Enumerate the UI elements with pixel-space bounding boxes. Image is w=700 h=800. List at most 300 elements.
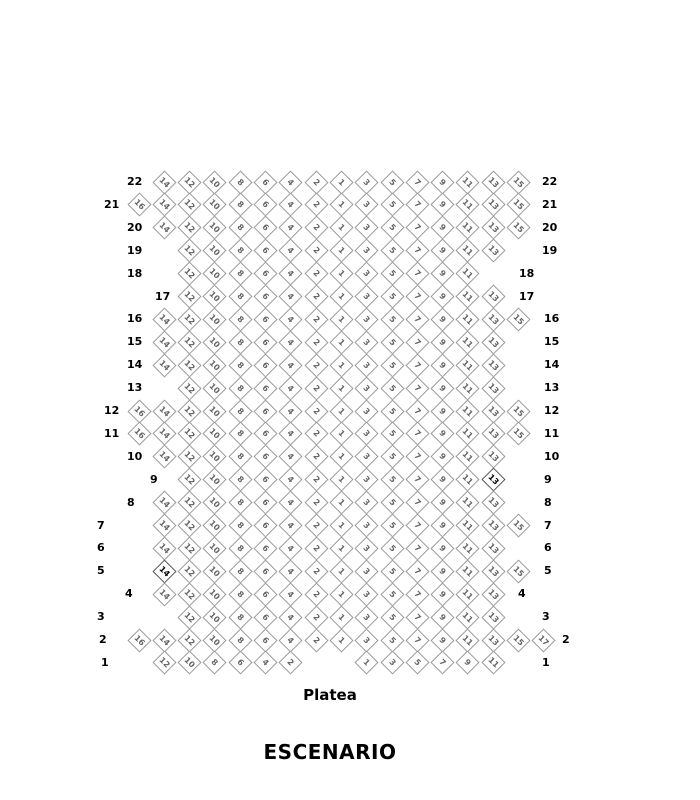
seat-row5-9[interactable]: 9 [431,559,455,583]
seat-row11-9[interactable]: 9 [431,422,455,446]
seat-row16-4[interactable]: 4 [279,307,303,331]
seat-row10-5[interactable]: 5 [380,445,404,469]
seat-row22-10[interactable]: 10 [203,170,227,194]
seat-row14-4[interactable]: 4 [279,353,303,377]
seat-row7-15[interactable]: 15 [506,513,530,537]
seat-row7-5[interactable]: 5 [380,513,404,537]
seat-row22-6[interactable]: 6 [253,170,277,194]
seat-row12-8[interactable]: 8 [228,399,252,423]
seat-row17-12[interactable]: 12 [178,284,202,308]
seat-row8-9[interactable]: 9 [431,491,455,515]
seat-row8-10[interactable]: 10 [203,491,227,515]
seat-row3-13[interactable]: 13 [481,605,505,629]
seat-row6-8[interactable]: 8 [228,536,252,560]
seat-row13-9[interactable]: 9 [431,376,455,400]
seat-row3-8[interactable]: 8 [228,605,252,629]
seat-row6-5[interactable]: 5 [380,536,404,560]
seat-row5-5[interactable]: 5 [380,559,404,583]
seat-row20-9[interactable]: 9 [431,216,455,240]
seat-row4-10[interactable]: 10 [203,582,227,606]
seat-row13-6[interactable]: 6 [253,376,277,400]
seat-row12-1[interactable]: 1 [329,399,353,423]
seat-row17-5[interactable]: 5 [380,284,404,308]
seat-row13-1[interactable]: 1 [329,376,353,400]
seat-row14-13[interactable]: 13 [481,353,505,377]
seat-row22-1[interactable]: 1 [329,170,353,194]
seat-row13-3[interactable]: 3 [355,376,379,400]
seat-row14-2[interactable]: 2 [304,353,328,377]
seat-row18-4[interactable]: 4 [279,262,303,286]
seat-row11-3[interactable]: 3 [355,422,379,446]
seat-row18-1[interactable]: 1 [329,262,353,286]
seat-row8-13[interactable]: 13 [481,491,505,515]
seat-row21-16[interactable]: 16 [127,193,151,217]
seat-row11-15[interactable]: 15 [506,422,530,446]
seat-row12-6[interactable]: 6 [253,399,277,423]
seat-row10-10[interactable]: 10 [203,445,227,469]
seat-row16-9[interactable]: 9 [431,307,455,331]
seat-row16-13[interactable]: 13 [481,307,505,331]
seat-row7-10[interactable]: 10 [203,513,227,537]
seat-row5-3[interactable]: 3 [355,559,379,583]
seat-row1-2[interactable]: 2 [279,651,303,675]
seat-row4-8[interactable]: 8 [228,582,252,606]
seat-row2-14[interactable]: 14 [152,628,176,652]
seat-row2-9[interactable]: 9 [431,628,455,652]
seat-row6-4[interactable]: 4 [279,536,303,560]
seat-row12-10[interactable]: 10 [203,399,227,423]
seat-row13-5[interactable]: 5 [380,376,404,400]
seat-row18-3[interactable]: 3 [355,262,379,286]
seat-row8-14[interactable]: 14 [152,491,176,515]
seat-row5-2[interactable]: 2 [304,559,328,583]
seat-row4-1[interactable]: 1 [329,582,353,606]
seat-row15-1[interactable]: 1 [329,330,353,354]
seat-row21-5[interactable]: 5 [380,193,404,217]
seat-row6-12[interactable]: 12 [178,536,202,560]
seat-row7-9[interactable]: 9 [431,513,455,537]
seat-row11-1[interactable]: 1 [329,422,353,446]
seat-row19-13[interactable]: 13 [481,239,505,263]
seat-row17-13[interactable]: 13 [481,284,505,308]
seat-row6-14[interactable]: 14 [152,536,176,560]
seat-row3-12[interactable]: 12 [178,605,202,629]
seat-row21-3[interactable]: 3 [355,193,379,217]
seat-row1-5[interactable]: 5 [405,651,429,675]
seat-row10-13[interactable]: 13 [481,445,505,469]
seat-row12-5[interactable]: 5 [380,399,404,423]
seat-row2-11[interactable]: 11 [456,628,480,652]
seat-row10-2[interactable]: 2 [304,445,328,469]
seat-row19-4[interactable]: 4 [279,239,303,263]
seat-row12-11[interactable]: 11 [456,399,480,423]
seat-row17-11[interactable]: 11 [456,284,480,308]
seat-row17-6[interactable]: 6 [253,284,277,308]
seat-row9-2[interactable]: 2 [304,468,328,492]
seat-row1-10[interactable]: 10 [178,651,202,675]
seat-row10-7[interactable]: 7 [405,445,429,469]
seat-row20-14[interactable]: 14 [152,216,176,240]
seat-row16-7[interactable]: 7 [405,307,429,331]
seat-row12-4[interactable]: 4 [279,399,303,423]
seat-row13-7[interactable]: 7 [405,376,429,400]
seat-row2-12[interactable]: 12 [178,628,202,652]
seat-row16-2[interactable]: 2 [304,307,328,331]
seat-row15-14[interactable]: 14 [152,330,176,354]
seat-row2-2[interactable]: 2 [304,628,328,652]
seat-row21-7[interactable]: 7 [405,193,429,217]
seat-row22-2[interactable]: 2 [304,170,328,194]
seat-row8-2[interactable]: 2 [304,491,328,515]
seat-row8-12[interactable]: 12 [178,491,202,515]
seat-row15-12[interactable]: 12 [178,330,202,354]
seat-row5-6[interactable]: 6 [253,559,277,583]
seat-row11-13[interactable]: 13 [481,422,505,446]
seat-row3-3[interactable]: 3 [355,605,379,629]
seat-row15-2[interactable]: 2 [304,330,328,354]
seat-row7-13[interactable]: 13 [481,513,505,537]
seat-row11-5[interactable]: 5 [380,422,404,446]
seat-row15-5[interactable]: 5 [380,330,404,354]
seat-row18-6[interactable]: 6 [253,262,277,286]
seat-row18-12[interactable]: 12 [178,262,202,286]
seat-row21-1[interactable]: 1 [329,193,353,217]
seat-row21-2[interactable]: 2 [304,193,328,217]
seat-row14-8[interactable]: 8 [228,353,252,377]
seat-row15-9[interactable]: 9 [431,330,455,354]
seat-row9-10[interactable]: 10 [203,468,227,492]
seat-row9-1[interactable]: 1 [329,468,353,492]
seat-row7-11[interactable]: 11 [456,513,480,537]
seat-row14-5[interactable]: 5 [380,353,404,377]
seat-row16-3[interactable]: 3 [355,307,379,331]
seat-row19-12[interactable]: 12 [178,239,202,263]
seat-row21-8[interactable]: 8 [228,193,252,217]
seat-row20-8[interactable]: 8 [228,216,252,240]
seat-row4-2[interactable]: 2 [304,582,328,606]
seat-row3-7[interactable]: 7 [405,605,429,629]
seat-row3-11[interactable]: 11 [456,605,480,629]
seat-row13-10[interactable]: 10 [203,376,227,400]
seat-row8-3[interactable]: 3 [355,491,379,515]
seat-row17-3[interactable]: 3 [355,284,379,308]
seat-row6-2[interactable]: 2 [304,536,328,560]
seat-row4-14[interactable]: 14 [152,582,176,606]
seat-row2-16[interactable]: 16 [127,628,151,652]
seat-row15-11[interactable]: 11 [456,330,480,354]
seat-row20-4[interactable]: 4 [279,216,303,240]
seat-row19-6[interactable]: 6 [253,239,277,263]
seat-row22-4[interactable]: 4 [279,170,303,194]
seat-row12-3[interactable]: 3 [355,399,379,423]
seat-row22-13[interactable]: 13 [481,170,505,194]
seat-row21-13[interactable]: 13 [481,193,505,217]
seat-row21-10[interactable]: 10 [203,193,227,217]
seat-row9-7[interactable]: 7 [405,468,429,492]
seat-row11-12[interactable]: 12 [178,422,202,446]
seat-row5-7[interactable]: 7 [405,559,429,583]
seat-row21-4[interactable]: 4 [279,193,303,217]
seat-row19-2[interactable]: 2 [304,239,328,263]
seat-row9-5[interactable]: 5 [380,468,404,492]
seat-row1-11[interactable]: 11 [481,651,505,675]
seat-row5-14[interactable]: 14 [152,559,176,583]
seat-row20-15[interactable]: 15 [506,216,530,240]
seat-row7-7[interactable]: 7 [405,513,429,537]
seat-row21-14[interactable]: 14 [152,193,176,217]
seat-row9-13[interactable]: 13 [481,468,505,492]
seat-row14-14[interactable]: 14 [152,353,176,377]
seat-row7-12[interactable]: 12 [178,513,202,537]
seat-row5-4[interactable]: 4 [279,559,303,583]
seat-row20-6[interactable]: 6 [253,216,277,240]
seat-row11-8[interactable]: 8 [228,422,252,446]
seat-row3-6[interactable]: 6 [253,605,277,629]
seat-row8-6[interactable]: 6 [253,491,277,515]
seat-row12-16[interactable]: 16 [127,399,151,423]
seat-row20-5[interactable]: 5 [380,216,404,240]
seat-row11-6[interactable]: 6 [253,422,277,446]
seat-row2-3[interactable]: 3 [355,628,379,652]
seat-row9-6[interactable]: 6 [253,468,277,492]
seat-row18-10[interactable]: 10 [203,262,227,286]
seat-row1-9[interactable]: 9 [456,651,480,675]
seat-row11-4[interactable]: 4 [279,422,303,446]
seat-row15-4[interactable]: 4 [279,330,303,354]
seat-row1-7[interactable]: 7 [431,651,455,675]
seat-row9-9[interactable]: 9 [431,468,455,492]
seat-row16-5[interactable]: 5 [380,307,404,331]
seat-row4-11[interactable]: 11 [456,582,480,606]
seat-row15-6[interactable]: 6 [253,330,277,354]
seat-row10-8[interactable]: 8 [228,445,252,469]
seat-row22-5[interactable]: 5 [380,170,404,194]
seat-row6-6[interactable]: 6 [253,536,277,560]
seat-row12-2[interactable]: 2 [304,399,328,423]
seat-row18-5[interactable]: 5 [380,262,404,286]
seat-row17-1[interactable]: 1 [329,284,353,308]
seat-row3-4[interactable]: 4 [279,605,303,629]
seat-row19-11[interactable]: 11 [456,239,480,263]
seat-row10-14[interactable]: 14 [152,445,176,469]
seat-row21-6[interactable]: 6 [253,193,277,217]
seat-row4-12[interactable]: 12 [178,582,202,606]
seat-row16-1[interactable]: 1 [329,307,353,331]
seat-row8-8[interactable]: 8 [228,491,252,515]
seat-row8-11[interactable]: 11 [456,491,480,515]
seat-row12-7[interactable]: 7 [405,399,429,423]
seat-row8-7[interactable]: 7 [405,491,429,515]
seat-row2-10[interactable]: 10 [203,628,227,652]
seat-row7-3[interactable]: 3 [355,513,379,537]
seat-row6-9[interactable]: 9 [431,536,455,560]
seat-row14-1[interactable]: 1 [329,353,353,377]
seat-row5-1[interactable]: 1 [329,559,353,583]
seat-row20-3[interactable]: 3 [355,216,379,240]
seat-row9-8[interactable]: 8 [228,468,252,492]
seat-row14-10[interactable]: 10 [203,353,227,377]
seat-row10-9[interactable]: 9 [431,445,455,469]
seat-row4-5[interactable]: 5 [380,582,404,606]
seat-row2-8[interactable]: 8 [228,628,252,652]
seat-row14-9[interactable]: 9 [431,353,455,377]
seat-row6-3[interactable]: 3 [355,536,379,560]
seat-row8-5[interactable]: 5 [380,491,404,515]
seat-row18-11[interactable]: 11 [456,262,480,286]
seat-row14-7[interactable]: 7 [405,353,429,377]
seat-row21-11[interactable]: 11 [456,193,480,217]
seat-row19-7[interactable]: 7 [405,239,429,263]
seat-row1-12[interactable]: 12 [152,651,176,675]
seat-row16-6[interactable]: 6 [253,307,277,331]
seat-row20-2[interactable]: 2 [304,216,328,240]
seat-row4-3[interactable]: 3 [355,582,379,606]
seat-row21-15[interactable]: 15 [506,193,530,217]
seat-row2-4[interactable]: 4 [279,628,303,652]
seat-row8-1[interactable]: 1 [329,491,353,515]
seat-row20-12[interactable]: 12 [178,216,202,240]
seat-row17-9[interactable]: 9 [431,284,455,308]
seat-row13-8[interactable]: 8 [228,376,252,400]
seat-row7-8[interactable]: 8 [228,513,252,537]
seat-row2-13[interactable]: 13 [481,628,505,652]
seat-row18-2[interactable]: 2 [304,262,328,286]
seat-row19-1[interactable]: 1 [329,239,353,263]
seat-row17-7[interactable]: 7 [405,284,429,308]
seat-row22-14[interactable]: 14 [152,170,176,194]
seat-row11-10[interactable]: 10 [203,422,227,446]
seat-row5-8[interactable]: 8 [228,559,252,583]
seat-row3-5[interactable]: 5 [380,605,404,629]
seat-row17-10[interactable]: 10 [203,284,227,308]
seat-row12-12[interactable]: 12 [178,399,202,423]
seat-row22-11[interactable]: 11 [456,170,480,194]
seat-row1-6[interactable]: 6 [228,651,252,675]
seat-row10-12[interactable]: 12 [178,445,202,469]
seat-row20-10[interactable]: 10 [203,216,227,240]
seat-row11-7[interactable]: 7 [405,422,429,446]
seat-row3-9[interactable]: 9 [431,605,455,629]
seat-row11-11[interactable]: 11 [456,422,480,446]
seat-row19-10[interactable]: 10 [203,239,227,263]
seat-row3-1[interactable]: 1 [329,605,353,629]
seat-row1-8[interactable]: 8 [203,651,227,675]
seat-row2-17[interactable]: 17 [532,628,556,652]
seat-row20-1[interactable]: 1 [329,216,353,240]
seat-row20-7[interactable]: 7 [405,216,429,240]
seat-row4-6[interactable]: 6 [253,582,277,606]
seat-row9-12[interactable]: 12 [178,468,202,492]
seat-row14-3[interactable]: 3 [355,353,379,377]
seat-row2-1[interactable]: 1 [329,628,353,652]
seat-row22-7[interactable]: 7 [405,170,429,194]
seat-row12-14[interactable]: 14 [152,399,176,423]
seat-row10-4[interactable]: 4 [279,445,303,469]
seat-row18-7[interactable]: 7 [405,262,429,286]
seat-row16-12[interactable]: 12 [178,307,202,331]
seat-row5-10[interactable]: 10 [203,559,227,583]
seat-row15-7[interactable]: 7 [405,330,429,354]
seat-row16-11[interactable]: 11 [456,307,480,331]
seat-row2-6[interactable]: 6 [253,628,277,652]
seat-row19-8[interactable]: 8 [228,239,252,263]
seat-row13-12[interactable]: 12 [178,376,202,400]
seat-row14-11[interactable]: 11 [456,353,480,377]
seat-row9-11[interactable]: 11 [456,468,480,492]
seat-row3-2[interactable]: 2 [304,605,328,629]
seat-row15-13[interactable]: 13 [481,330,505,354]
seat-row10-11[interactable]: 11 [456,445,480,469]
seat-row7-1[interactable]: 1 [329,513,353,537]
seat-row13-2[interactable]: 2 [304,376,328,400]
seat-row22-8[interactable]: 8 [228,170,252,194]
seat-row13-11[interactable]: 11 [456,376,480,400]
seat-row20-11[interactable]: 11 [456,216,480,240]
seat-row7-14[interactable]: 14 [152,513,176,537]
seat-row18-8[interactable]: 8 [228,262,252,286]
seat-row6-13[interactable]: 13 [481,536,505,560]
seat-row19-9[interactable]: 9 [431,239,455,263]
seat-row22-3[interactable]: 3 [355,170,379,194]
seat-row22-9[interactable]: 9 [431,170,455,194]
seat-row19-5[interactable]: 5 [380,239,404,263]
seat-row22-12[interactable]: 12 [178,170,202,194]
seat-row1-3[interactable]: 3 [380,651,404,675]
seat-row4-7[interactable]: 7 [405,582,429,606]
seat-row17-2[interactable]: 2 [304,284,328,308]
seat-row11-14[interactable]: 14 [152,422,176,446]
seat-row11-16[interactable]: 16 [127,422,151,446]
seat-row16-10[interactable]: 10 [203,307,227,331]
seat-row16-15[interactable]: 15 [506,307,530,331]
seat-row7-6[interactable]: 6 [253,513,277,537]
seat-row9-3[interactable]: 3 [355,468,379,492]
seat-row9-4[interactable]: 4 [279,468,303,492]
seat-row5-12[interactable]: 12 [178,559,202,583]
seat-row8-4[interactable]: 4 [279,491,303,515]
seat-row15-8[interactable]: 8 [228,330,252,354]
seat-row10-1[interactable]: 1 [329,445,353,469]
seat-row22-15[interactable]: 15 [506,170,530,194]
seat-row13-4[interactable]: 4 [279,376,303,400]
seat-row12-9[interactable]: 9 [431,399,455,423]
seat-row2-5[interactable]: 5 [380,628,404,652]
seat-row3-10[interactable]: 10 [203,605,227,629]
seat-row5-15[interactable]: 15 [506,559,530,583]
seat-row7-4[interactable]: 4 [279,513,303,537]
seat-row5-13[interactable]: 13 [481,559,505,583]
seat-row10-6[interactable]: 6 [253,445,277,469]
seat-row5-11[interactable]: 11 [456,559,480,583]
seat-row19-3[interactable]: 3 [355,239,379,263]
seat-row17-8[interactable]: 8 [228,284,252,308]
seat-row6-1[interactable]: 1 [329,536,353,560]
seat-row12-13[interactable]: 13 [481,399,505,423]
seat-row16-8[interactable]: 8 [228,307,252,331]
seat-row14-6[interactable]: 6 [253,353,277,377]
seat-row11-2[interactable]: 2 [304,422,328,446]
seat-row14-12[interactable]: 12 [178,353,202,377]
seat-row2-7[interactable]: 7 [405,628,429,652]
seat-row6-11[interactable]: 11 [456,536,480,560]
seat-row15-3[interactable]: 3 [355,330,379,354]
seat-row2-15[interactable]: 15 [506,628,530,652]
seat-row16-14[interactable]: 14 [152,307,176,331]
seat-row15-10[interactable]: 10 [203,330,227,354]
seat-row6-10[interactable]: 10 [203,536,227,560]
seat-row6-7[interactable]: 7 [405,536,429,560]
seat-row1-1[interactable]: 1 [355,651,379,675]
